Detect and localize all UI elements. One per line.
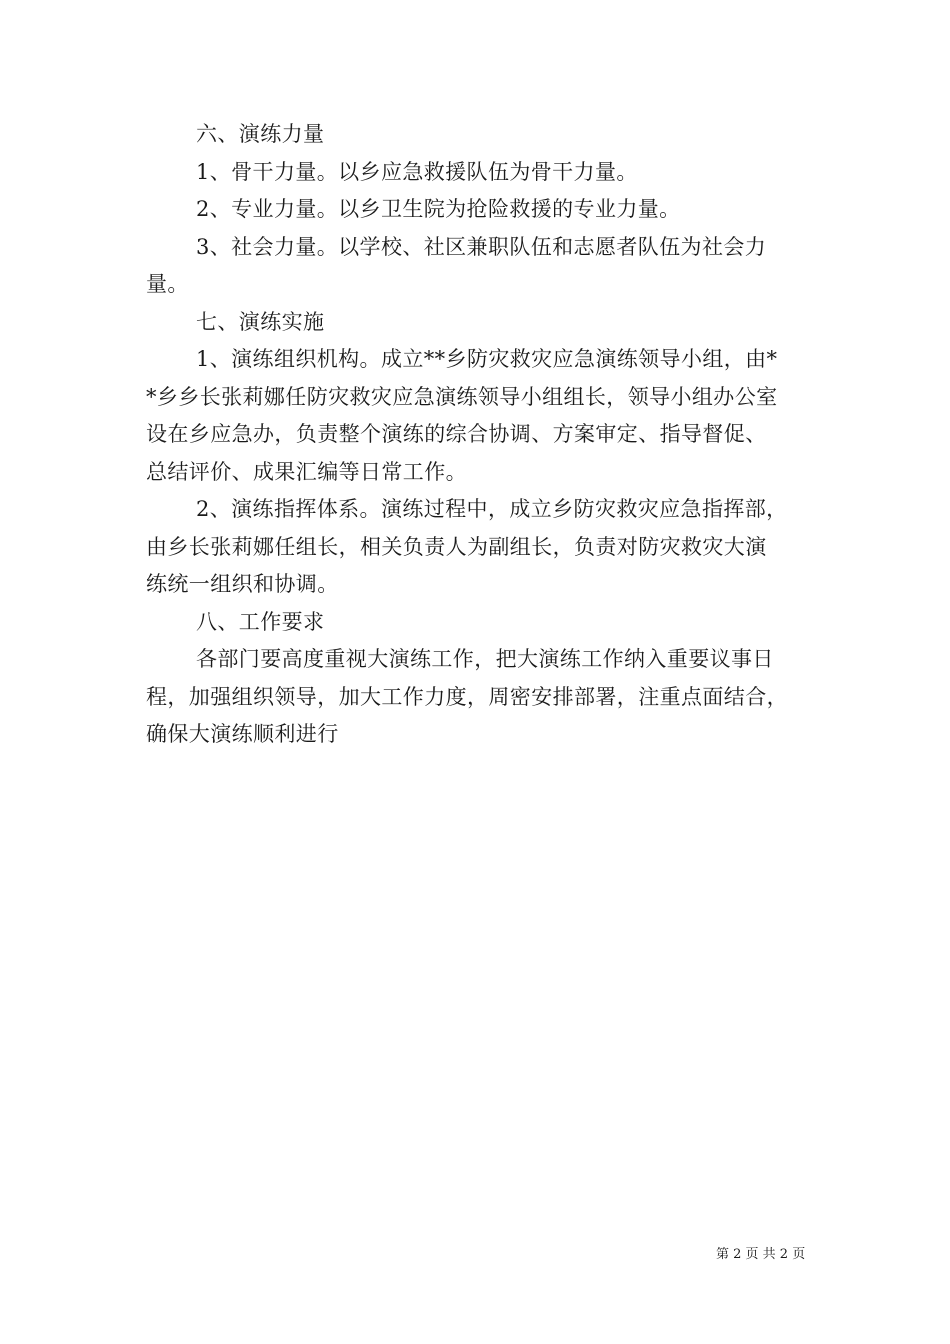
paragraph-line: 程，加强组织领导，加大工作力度，周密安排部署，注重点面结合， — [146, 684, 788, 709]
paragraph-line: 量。 — [146, 272, 189, 296]
paragraph-line: 2、演练指挥体系。演练过程中，成立乡防灾救灾应急指挥部， — [196, 497, 788, 521]
paragraph-line: *乡乡长张莉娜任防灾救灾应急演练领导小组组长，领导小组办公室 — [146, 384, 778, 409]
paragraph-line: 总结评价、成果汇编等日常工作。 — [146, 459, 467, 484]
paragraph-line: 确保大演练顺利进行 — [146, 722, 339, 746]
paragraph-line: 2、专业力量。以乡卫生院为抢险救援的专业力量。 — [196, 197, 681, 221]
paragraph-line: 练统一组织和协调。 — [146, 572, 339, 596]
paragraph-line: 1、演练组织机构。成立**乡防灾救灾应急演练领导小组，由* — [196, 347, 778, 371]
page-number-footer: 第 2 页 共 2 页 — [716, 1247, 806, 1262]
paragraph-line: 各部门要高度重视大演练工作，把大演练工作纳入重要议事日 — [196, 647, 774, 671]
section-heading-requirements: 八、工作要求 — [196, 609, 325, 634]
paragraph-line: 设在乡应急办，负责整个演练的综合协调、方案审定、指导督促、 — [146, 422, 767, 446]
section-heading-implementation: 七、演练实施 — [196, 309, 325, 334]
paragraph-line: 3、社会力量。以学校、社区兼职队伍和志愿者队伍为社会力 — [196, 234, 767, 259]
section-heading-forces: 六、演练力量 — [196, 122, 325, 146]
document-body — [146, 116, 810, 754]
paragraph-line: 1、骨干力量。以乡应急救援队伍为骨干力量。 — [196, 159, 638, 184]
paragraph-line: 由乡长张莉娜任组长，相关负责人为副组长，负责对防灾救灾大演 — [146, 534, 767, 559]
